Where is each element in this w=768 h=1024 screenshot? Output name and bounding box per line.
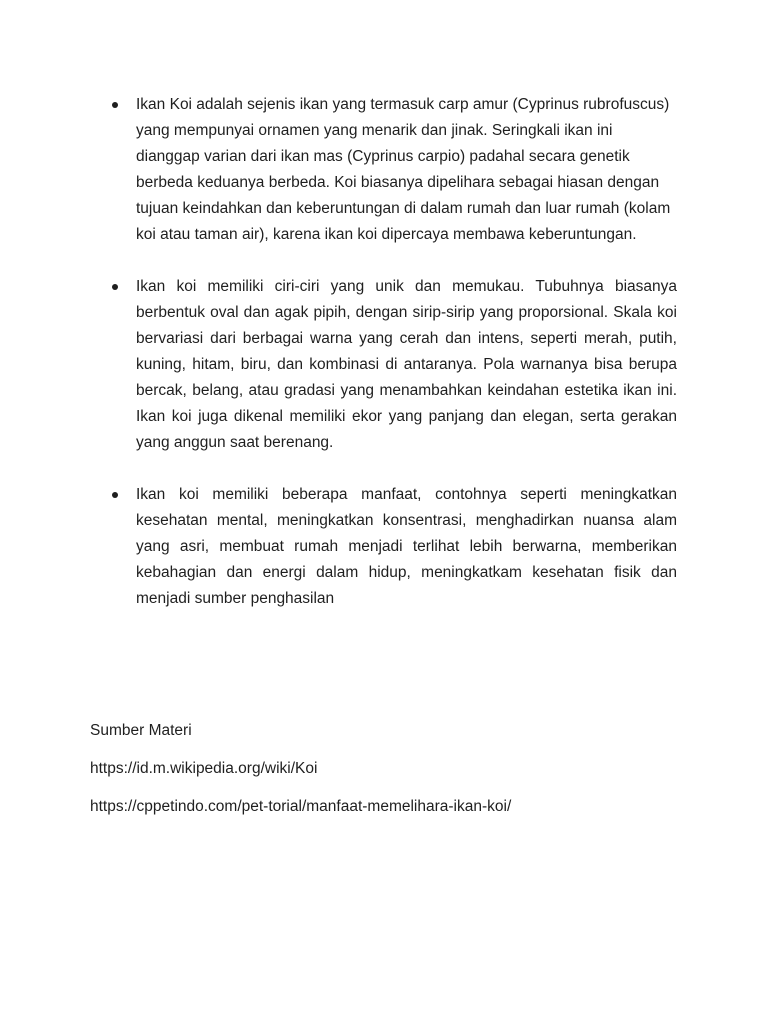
bullet-item-characteristics — [110, 274, 677, 456]
bullet-dot-icon — [112, 284, 118, 290]
source-link-cppetindo[interactable]: https://cppetindo.com/pet-torial/manfaat-memelihara-ikan-koi/ — [90, 798, 512, 815]
sources-heading: Sumber Materi — [90, 722, 192, 739]
bullet-text: Ikan Koi adalah sejenis ikan yang termasuk carp amur (Cyprinus rubrofuscus) yang mempunyai ornamen yang menarik dan jinak. Seringkali ikan ini dianggap varian dari ikan mas (Cyprinus carpio) padahal secara genetik berbeda keduanya berbeda. Koi biasanya dipelihara sebagai hiasan dengan tujuan keindahkan dan keberuntungan di dalam rumah dan luar rumah (kolam koi atau taman air), karena ikan koi dipercaya membawa keberuntungan. — [136, 96, 671, 243]
sources-section — [90, 720, 690, 834]
bullet-dot-icon — [112, 492, 118, 498]
bullet-item-definition — [110, 92, 677, 248]
source-link-wikipedia[interactable]: https://id.m.wikipedia.org/wiki/Koi — [90, 760, 318, 777]
bullet-text: Ikan koi memiliki beberapa manfaat, contohnya seperti meningkatkan kesehatan mental, meningkatkan konsentrasi, menghadirkan nuansa alam yang asri, membuat rumah menjadi terlihat lebih berwarna, memberikan kebahagian dan energi dalam hidup, meningkatkam kesehatan fisik dan menjadi sumber penghasilan — [136, 486, 677, 607]
bullet-text: Ikan koi memiliki ciri-ciri yang unik dan memukau. Tubuhnya biasanya berbentuk oval dan agak pipih, dengan sirip-sirip yang proporsional. Skala koi bervariasi dari berbagai warna yang cerah dan intens, seperti merah, putih, kuning, hitam, biru, dan kombinasi di antaranya. Pola warnanya bisa berupa bercak, belang, atau gradasi yang menambahkan keindahan estetika ikan ini. Ikan koi juga dikenal memiliki ekor yang panjang dan elegan, serta gerakan yang anggun saat berenang. — [136, 278, 677, 451]
bullet-item-benefits — [110, 482, 677, 612]
bullet-dot-icon — [112, 102, 118, 108]
bullet-list — [110, 92, 677, 638]
